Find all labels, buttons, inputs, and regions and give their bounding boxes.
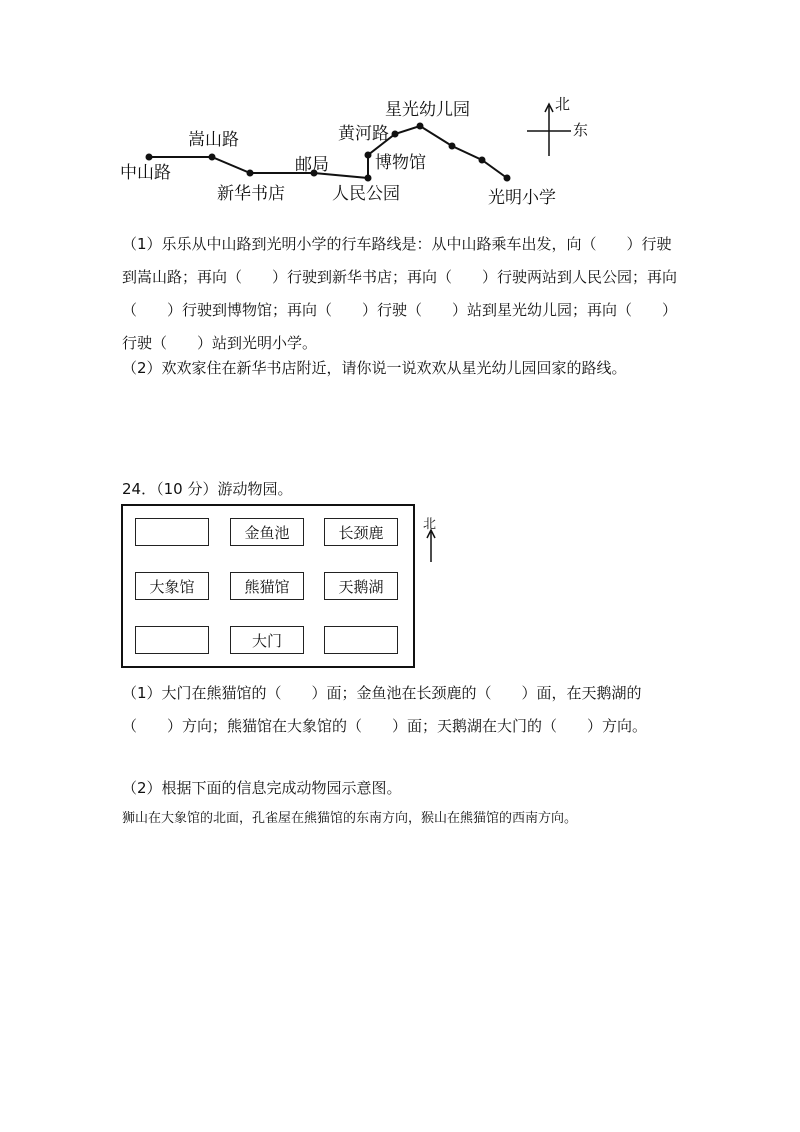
stop-label-huanghe: 黄河路 xyxy=(338,124,389,144)
stop-dot-museum xyxy=(365,152,372,159)
q23-part1 xyxy=(122,228,682,360)
zoo-cell-giraffe: 长颈鹿 xyxy=(324,518,398,546)
q23-part2 xyxy=(122,352,682,385)
q24-part1-text: （1）大门在熊猫馆的（ ）面；金鱼池在长颈鹿的（ ）面，在天鹅湖的（ ）方向；熊猫馆在大象馆的（ ）面；天鹅湖在大门的（ ）方向。 xyxy=(122,684,648,735)
stop-dot-xingguang xyxy=(417,123,424,130)
compass-north-label: 北 xyxy=(555,95,571,113)
stop-dot-songshan xyxy=(209,154,216,161)
zoo-map xyxy=(121,504,415,668)
zoo-cell-r1c1 xyxy=(135,518,209,546)
stop-dot-xinhua xyxy=(247,170,254,177)
zoo-cell-main-gate: 大门 xyxy=(230,626,304,654)
zoo-cell-r3c3 xyxy=(324,626,398,654)
q24-part2-text: （2）根据下面的信息完成动物园示意图。 xyxy=(122,779,402,797)
zoo-cell-panda-house: 熊猫馆 xyxy=(230,572,304,600)
stop-label-zhongshan: 中山路 xyxy=(120,163,171,183)
q23-part1-text: （1）乐乐从中山路到光明小学的行车路线是：从中山路乘车出发，向（ ）行驶到嵩山路；再向（ ）行驶到新华书店；再向（ ）行驶两站到人民公园；再向（ ）行驶到博物馆；再向（ ）行驶（ ）站到星光幼儿园；再向（ ）行驶（ ）站到光明小学。 xyxy=(122,235,678,352)
zoo-cell-swan-lake: 天鹅湖 xyxy=(324,572,398,600)
stop-label-xingguang: 星光幼儿园 xyxy=(385,100,470,120)
stop-dot-mid2 xyxy=(479,157,486,164)
zoo-cell-r3c1 xyxy=(135,626,209,654)
north-arrow-icon xyxy=(424,528,438,564)
stop-dot-mid1 xyxy=(449,143,456,150)
q24-part1 xyxy=(122,677,682,743)
stop-label-songshan: 嵩山路 xyxy=(188,130,239,150)
stop-dot-zhongshan xyxy=(146,154,153,161)
zoo-north-label: 北 xyxy=(423,517,437,532)
zoo-cell-goldfish-pond: 金鱼池 xyxy=(230,518,304,546)
q23-part2-text: （2）欢欢家住在新华书店附近，请你说一说欢欢从星光幼儿园回家的路线。 xyxy=(122,359,627,377)
compass-east-label: 东 xyxy=(573,121,589,139)
q24-title: 24．（10 分）游动物园。 xyxy=(122,480,293,498)
q24-info: 狮山在大象馆的北面，孔雀屋在熊猫馆的东南方向，猴山在熊猫馆的西南方向。 xyxy=(122,811,578,826)
stop-dot-park xyxy=(365,175,372,182)
stop-dot-huanghe xyxy=(392,131,399,138)
q24-part2 xyxy=(122,772,682,805)
stop-label-guangming: 光明小学 xyxy=(488,188,556,208)
stop-label-park: 人民公园 xyxy=(332,184,400,204)
stop-label-museum: 博物馆 xyxy=(375,153,426,173)
stop-dot-guangming xyxy=(504,175,511,182)
stop-label-post: 邮局 xyxy=(295,155,329,175)
stop-label-xinhua: 新华书店 xyxy=(217,184,285,204)
zoo-cell-elephant-house: 大象馆 xyxy=(135,572,209,600)
